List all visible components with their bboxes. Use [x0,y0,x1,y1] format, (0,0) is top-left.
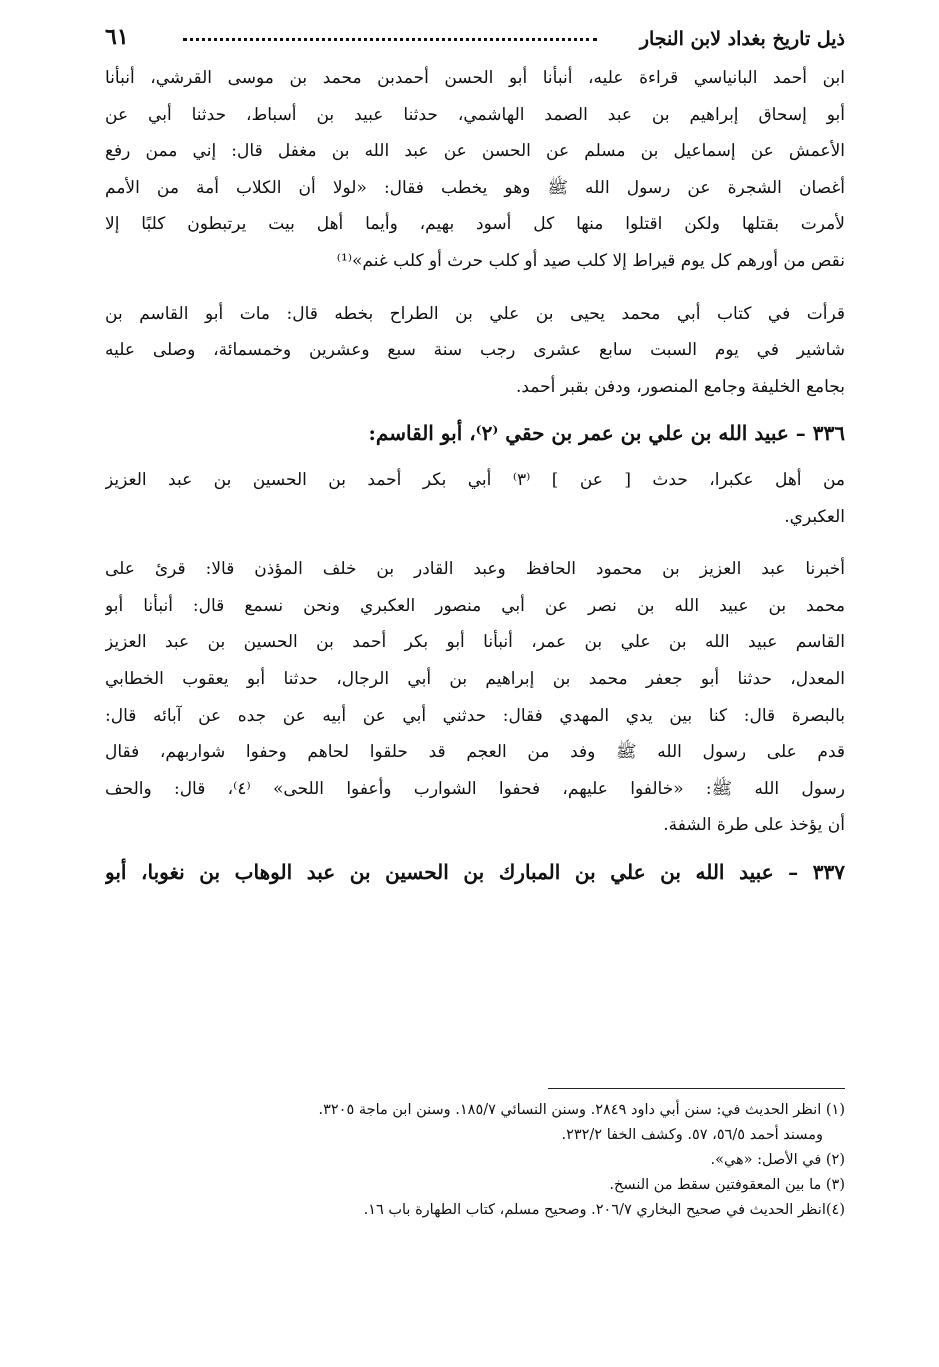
entry-heading-337 [105,854,845,891]
text-line: أخبرنا عبد العزيز بن محمود الحافظ وعبد القادر بن خلف المؤذن قالا: قرئ على [105,559,845,580]
text-line: قرأت في كتاب أبي محمد يحيى بن علي بن الطراح بخطه قال: مات أبو القاسم بن [105,303,845,324]
main-text [105,60,845,890]
text-line: الأعمش عن إسماعيل بن مسلم عن الحسن عن عبد الله بن مغفل قال: إني ممن رفع [105,141,845,162]
text-line: لأمرت بقتلها ولكن اقتلوا منها كل أسود بهيم، وأيما أهل بيت يرتبطون كلبًا إلا [105,214,845,235]
entry-title: ٣٣٧ – عبيد الله بن علي بن المبارك بن الحسين بن عبد الوهاب بن نغوبا، أبو [105,859,845,884]
paragraph-death-note [105,296,845,406]
text-line: أبو إسحاق إبراهيم بن عبد الصمد الهاشمي، حدثنا عبيد بن أسباط، حدثنا أبي عن [105,104,845,125]
text-line: من أهل عكبرا، حدث [ عن ] ⁽٣⁾ أبي بكر أحمد بن الحسين بن عبد العزيز [105,469,845,490]
text-line: بجامع الخليفة وجامع المنصور، ودفن بقبر أحمد. [515,376,845,397]
text-line: رسول الله ﷺ: «خالفوا عليهم، فحفوا الشوارب وأعفوا اللحى» ⁽٤⁾، قال: والحف [105,778,845,799]
footnote-line: (٤)انظر الحديث في صحيح البخاري ٢٠٦/٧. وصحيح مسلم، كتاب الطهارة باب ١٦. [363,1202,845,1218]
text-line: القاسم عبيد الله بن علي بن عمر، أنبأنا أبو بكر أحمد بن الحسين بن عبد العزيز [105,632,845,653]
running-header [105,22,845,56]
text-line: العكبري. [784,506,845,527]
footnote-line: ومسند أحمد ٥٦/٥، ٥٧. وكشف الخفا ٢٣٢/٢. [561,1127,823,1143]
running-title: ذيل تاريخ بغداد لابن النجار [639,28,845,50]
entry-heading-336 [105,415,845,452]
text-line: قدم على رسول الله ﷺ وفد من العجم قد حلقوا لحاهم وحفوا شواربهم، فقال [105,742,845,763]
text-line: أغصان الشجرة عن رسول الله ﷺ وهو يخطب فقال: «لولا أن الكلاب أمة من الأمم [105,177,845,198]
text-line: المعدل، حدثنا أبو جعفر محمد بن إبراهيم بن أبي الرجال، حدثنا أبو يعقوب الخطابي [105,668,845,689]
text-line: أن يؤخذ على طرة الشفة. [663,815,845,836]
paragraph-hadith-dogs [105,60,845,280]
footnote-line: (٢) في الأصل: «هي». [710,1152,845,1168]
footnote-separator [548,1088,845,1089]
footnote-line: (١) انظر الحديث في: سنن أبي داود ٢٨٤٩. وسنن النسائي ١٨٥/٧. وسنن ابن ماجة ٣٢٠٥. [318,1102,845,1118]
paragraph-origin [105,462,845,535]
text-line: شاشير في يوم السبت سابع عشرى رجب سنة سبع وعشرين وخمسمائة، وصلى عليه [105,340,845,361]
footnotes [105,1098,845,1223]
footnote-line: (٣) ما بين المعقوفتين سقط من النسخ. [609,1177,845,1193]
leader-dots [183,38,597,41]
paragraph-hadith-beards [105,551,845,844]
text-line: بالبصرة قال: كنا بين يدي المهدي فقال: حدثني أبي عن أبيه عن جده عن آبائه قال: [105,705,845,726]
text-line: محمد بن عبيد الله بن نصر عن أبي منصور العكبري ونحن نسمع قال: أنبأنا أبو [105,595,845,616]
entry-title: ٣٣٦ – عبيد الله بن علي بن عمر بن حقي ⁽٢⁾، أبو القاسم: [368,421,845,446]
page-number: ٦١ [105,24,129,50]
text-line: نقص من أورهم كل يوم قيراط إلا كلب صيد أو كلب حرث أو كلب غنم»⁽¹⁾ [336,250,845,271]
text-line: ابن أحمد البانياسي قراءة عليه، أنبأنا أبو الحسن أحمدبن محمد بن موسى القرشي، أنبأنا [105,68,845,88]
